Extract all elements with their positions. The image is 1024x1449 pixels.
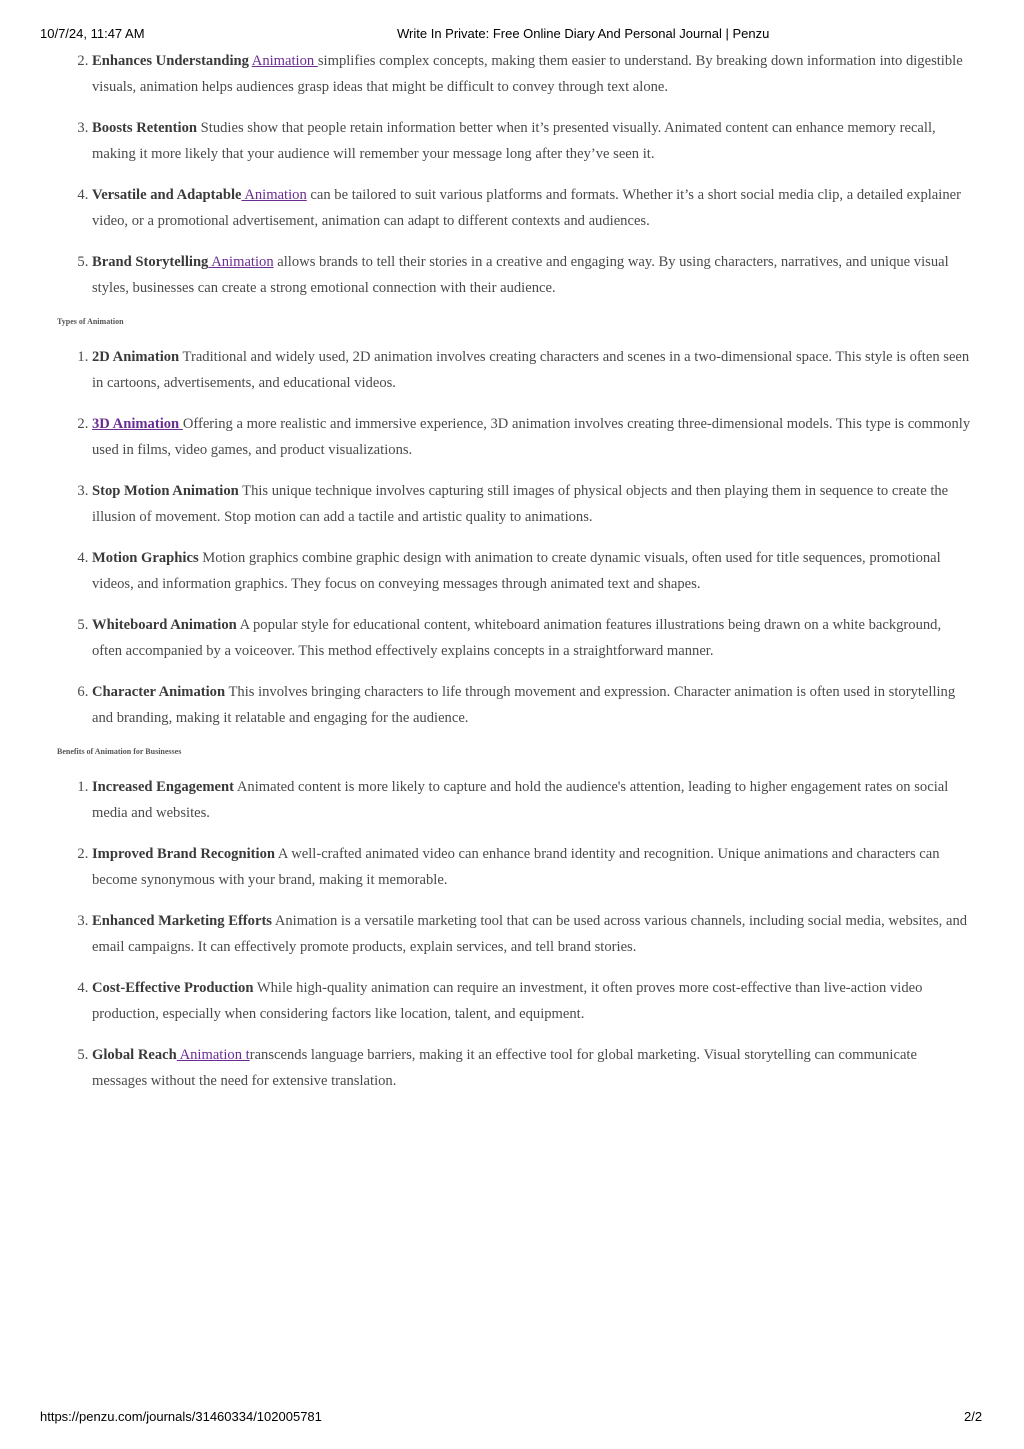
list-item: [92, 48, 972, 100]
section-heading-types: Types of Animation: [57, 317, 124, 326]
item-term: Improved Brand Recognition: [92, 846, 275, 862]
section-heading-benefits: Benefits of Animation for Businesses: [57, 747, 182, 756]
item-term: Stop Motion Animation: [92, 483, 239, 499]
item-term: Enhanced Marketing Efforts: [92, 913, 272, 929]
item-term: Boosts Retention: [92, 120, 197, 136]
item-text: Animated content is more likely to capture and hold the audience's attention, leading to higher engagement rates on social media and websites.: [92, 779, 949, 821]
list-item: [92, 908, 972, 960]
item-term: Whiteboard Animation: [92, 617, 237, 633]
animation-link[interactable]: Animation: [241, 187, 307, 203]
list-item: [92, 182, 972, 234]
item-term: 2D Animation: [92, 349, 180, 365]
item-text: This unique technique involves capturing still images of physical objects and then playing them in sequence to create the illusion of movement. Stop motion can add a tactile and artistic quality to animations.: [92, 483, 949, 525]
item-text: can be tailored to suit various platforms and formats. Whether it’s a short social media clip, a detailed explainer video, or a promotional advertisement, animation can adapt to different contexts and audiences.: [92, 187, 961, 229]
animation-link[interactable]: Animation: [251, 53, 318, 69]
list-item: [92, 115, 972, 167]
item-term: Character Animation: [92, 684, 226, 700]
list-item: [92, 249, 972, 301]
item-text: ranscends language barriers, making it an effective tool for global marketing. Visual storytelling can communicate messages without the need for extensive translation.: [92, 1047, 917, 1089]
page-number: 2/2: [964, 1409, 983, 1424]
list-item: [92, 344, 972, 396]
item-text: Animation is a versatile marketing tool that can be used across various channels, including social media, websites, and email campaigns. It can effectively promote products, explain services, and tell brand stories.: [92, 913, 968, 955]
footer-url: https://penzu.com/journals/31460334/102005781: [40, 1409, 322, 1424]
item-term: Motion Graphics: [92, 550, 199, 566]
list-item: [92, 841, 972, 893]
animation-link[interactable]: Animation t: [176, 1047, 250, 1063]
list-item: [92, 612, 972, 664]
item-term: Brand Storytelling: [92, 254, 209, 270]
item-text: A well-crafted animated video can enhance brand identity and recognition. Unique animations and characters can become synonymous with your brand, making it memorable.: [92, 846, 940, 888]
item-text: Studies show that people retain information better when it’s presented visually. Animated content can enhance memory recall, making it more likely that your audience will remember your message long after they’ve seen it.: [92, 120, 936, 162]
list-item: [92, 411, 972, 463]
list-item: [92, 1042, 972, 1094]
item-term: Global Reach: [92, 1047, 177, 1063]
page-title: Write In Private: Free Online Diary And Personal Journal | Penzu: [397, 26, 770, 41]
list-item: [92, 774, 972, 826]
list-item: [92, 545, 972, 597]
item-text: Offering a more realistic and immersive experience, 3D animation involves creating three-dimensional models. This type is commonly used in films, video games, and product visualizations.: [92, 416, 971, 458]
benefits-list: [0, 48, 972, 301]
business-benefits-list: [0, 774, 972, 1094]
list-item: [92, 478, 972, 530]
list-item: [92, 679, 972, 731]
item-text: Traditional and widely used, 2D animation involves creating characters and scenes in a two-dimensional space. This style is often seen in cartoons, advertisements, and educational videos.: [92, 349, 970, 391]
item-text: A popular style for educational content, whiteboard animation features illustrations being drawn on a white background, often accompanied by a voiceover. This method effectively explains concepts in a straightforward manner.: [92, 617, 942, 659]
print-date: 10/7/24, 11:47 AM: [40, 26, 145, 41]
item-text: This involves bringing characters to life through movement and expression. Character animation is often used in storytelling and branding, making it relatable and engaging for the audience.: [92, 684, 956, 726]
item-text: simplifies complex concepts, making them easier to understand. By breaking down information into digestible visuals, animation helps audiences grasp ideas that might be difficult to convey through text alone.: [92, 53, 963, 95]
item-text: Motion graphics combine graphic design with animation to create dynamic visuals, often used for title sequences, promotional videos, and information graphics. They focus on conveying messages through animated text and shapes.: [92, 550, 941, 592]
item-term: Cost-Effective Production: [92, 980, 254, 996]
animation-link[interactable]: Animation: [208, 254, 274, 270]
types-list: [0, 344, 972, 731]
item-term: Enhances Understanding: [92, 53, 249, 69]
item-text: allows brands to tell their stories in a creative and engaging way. By using characters, narratives, and unique visual styles, businesses can create a strong emotional connection with their audience.: [92, 254, 949, 296]
journal-content: [0, 48, 1024, 1094]
3d-animation-link[interactable]: 3D Animation: [92, 416, 183, 432]
list-item: [92, 975, 972, 1027]
item-term: Versatile and Adaptable: [92, 187, 242, 203]
item-term: Increased Engagement: [92, 779, 235, 795]
item-text: While high-quality animation can require an investment, it often proves more cost-effective than live-action video production, especially when considering factors like location, talent, and equipment.: [92, 980, 923, 1022]
